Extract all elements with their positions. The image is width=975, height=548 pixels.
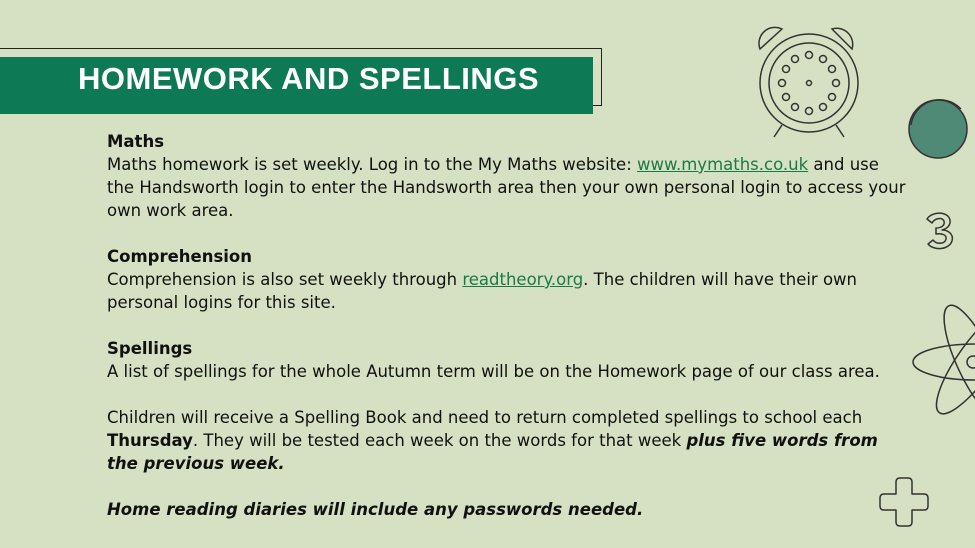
spellings-paragraph: A list of spellings for the whole Autumn term will be on the Homework page of our class area. — [107, 362, 880, 381]
reading-diaries-note: Home reading diaries will include any passwords needed. — [107, 500, 644, 519]
spellings-heading: Spellings — [107, 339, 193, 358]
maths-text: Maths homework is set weekly. Log in to the My Maths website: — [107, 155, 638, 174]
comprehension-heading: Comprehension — [107, 247, 253, 266]
slide-title: HOMEWORK AND SPELLINGS — [78, 61, 540, 96]
maths-text-continued: and use the Handsworth login to enter the Handsworth area then your own personal login to access your own work area. — [107, 155, 906, 220]
number-three-icon — [920, 208, 965, 254]
maths-heading: Maths — [107, 132, 165, 151]
spelling-emphasis: plus five words from the previous week. — [107, 431, 878, 473]
alarm-clock-icon — [752, 15, 862, 140]
comprehension-text-continued: . The children will have their own personal logins for this site. — [107, 270, 858, 312]
spelling-book-text: Children will receive a Spelling Book and need to return completed spellings to school each — [107, 408, 863, 427]
readtheory-link[interactable]: readtheory.org — [462, 270, 584, 289]
atom-icon — [905, 300, 975, 430]
comprehension-text: Comprehension is also set weekly through — [107, 270, 463, 289]
mymaths-link[interactable]: www.mymaths.co.uk — [637, 155, 809, 174]
spelling-day: Thursday — [107, 431, 193, 450]
circle-shape — [905, 95, 970, 161]
spelling-book-text-continued: . They will be tested each week on the words for that week — [192, 431, 687, 450]
slide-content — [107, 130, 907, 521]
comprehension-paragraph — [107, 268, 907, 314]
maths-paragraph — [107, 153, 907, 222]
spelling-book-paragraph — [107, 406, 907, 475]
plus-icon — [876, 476, 932, 532]
